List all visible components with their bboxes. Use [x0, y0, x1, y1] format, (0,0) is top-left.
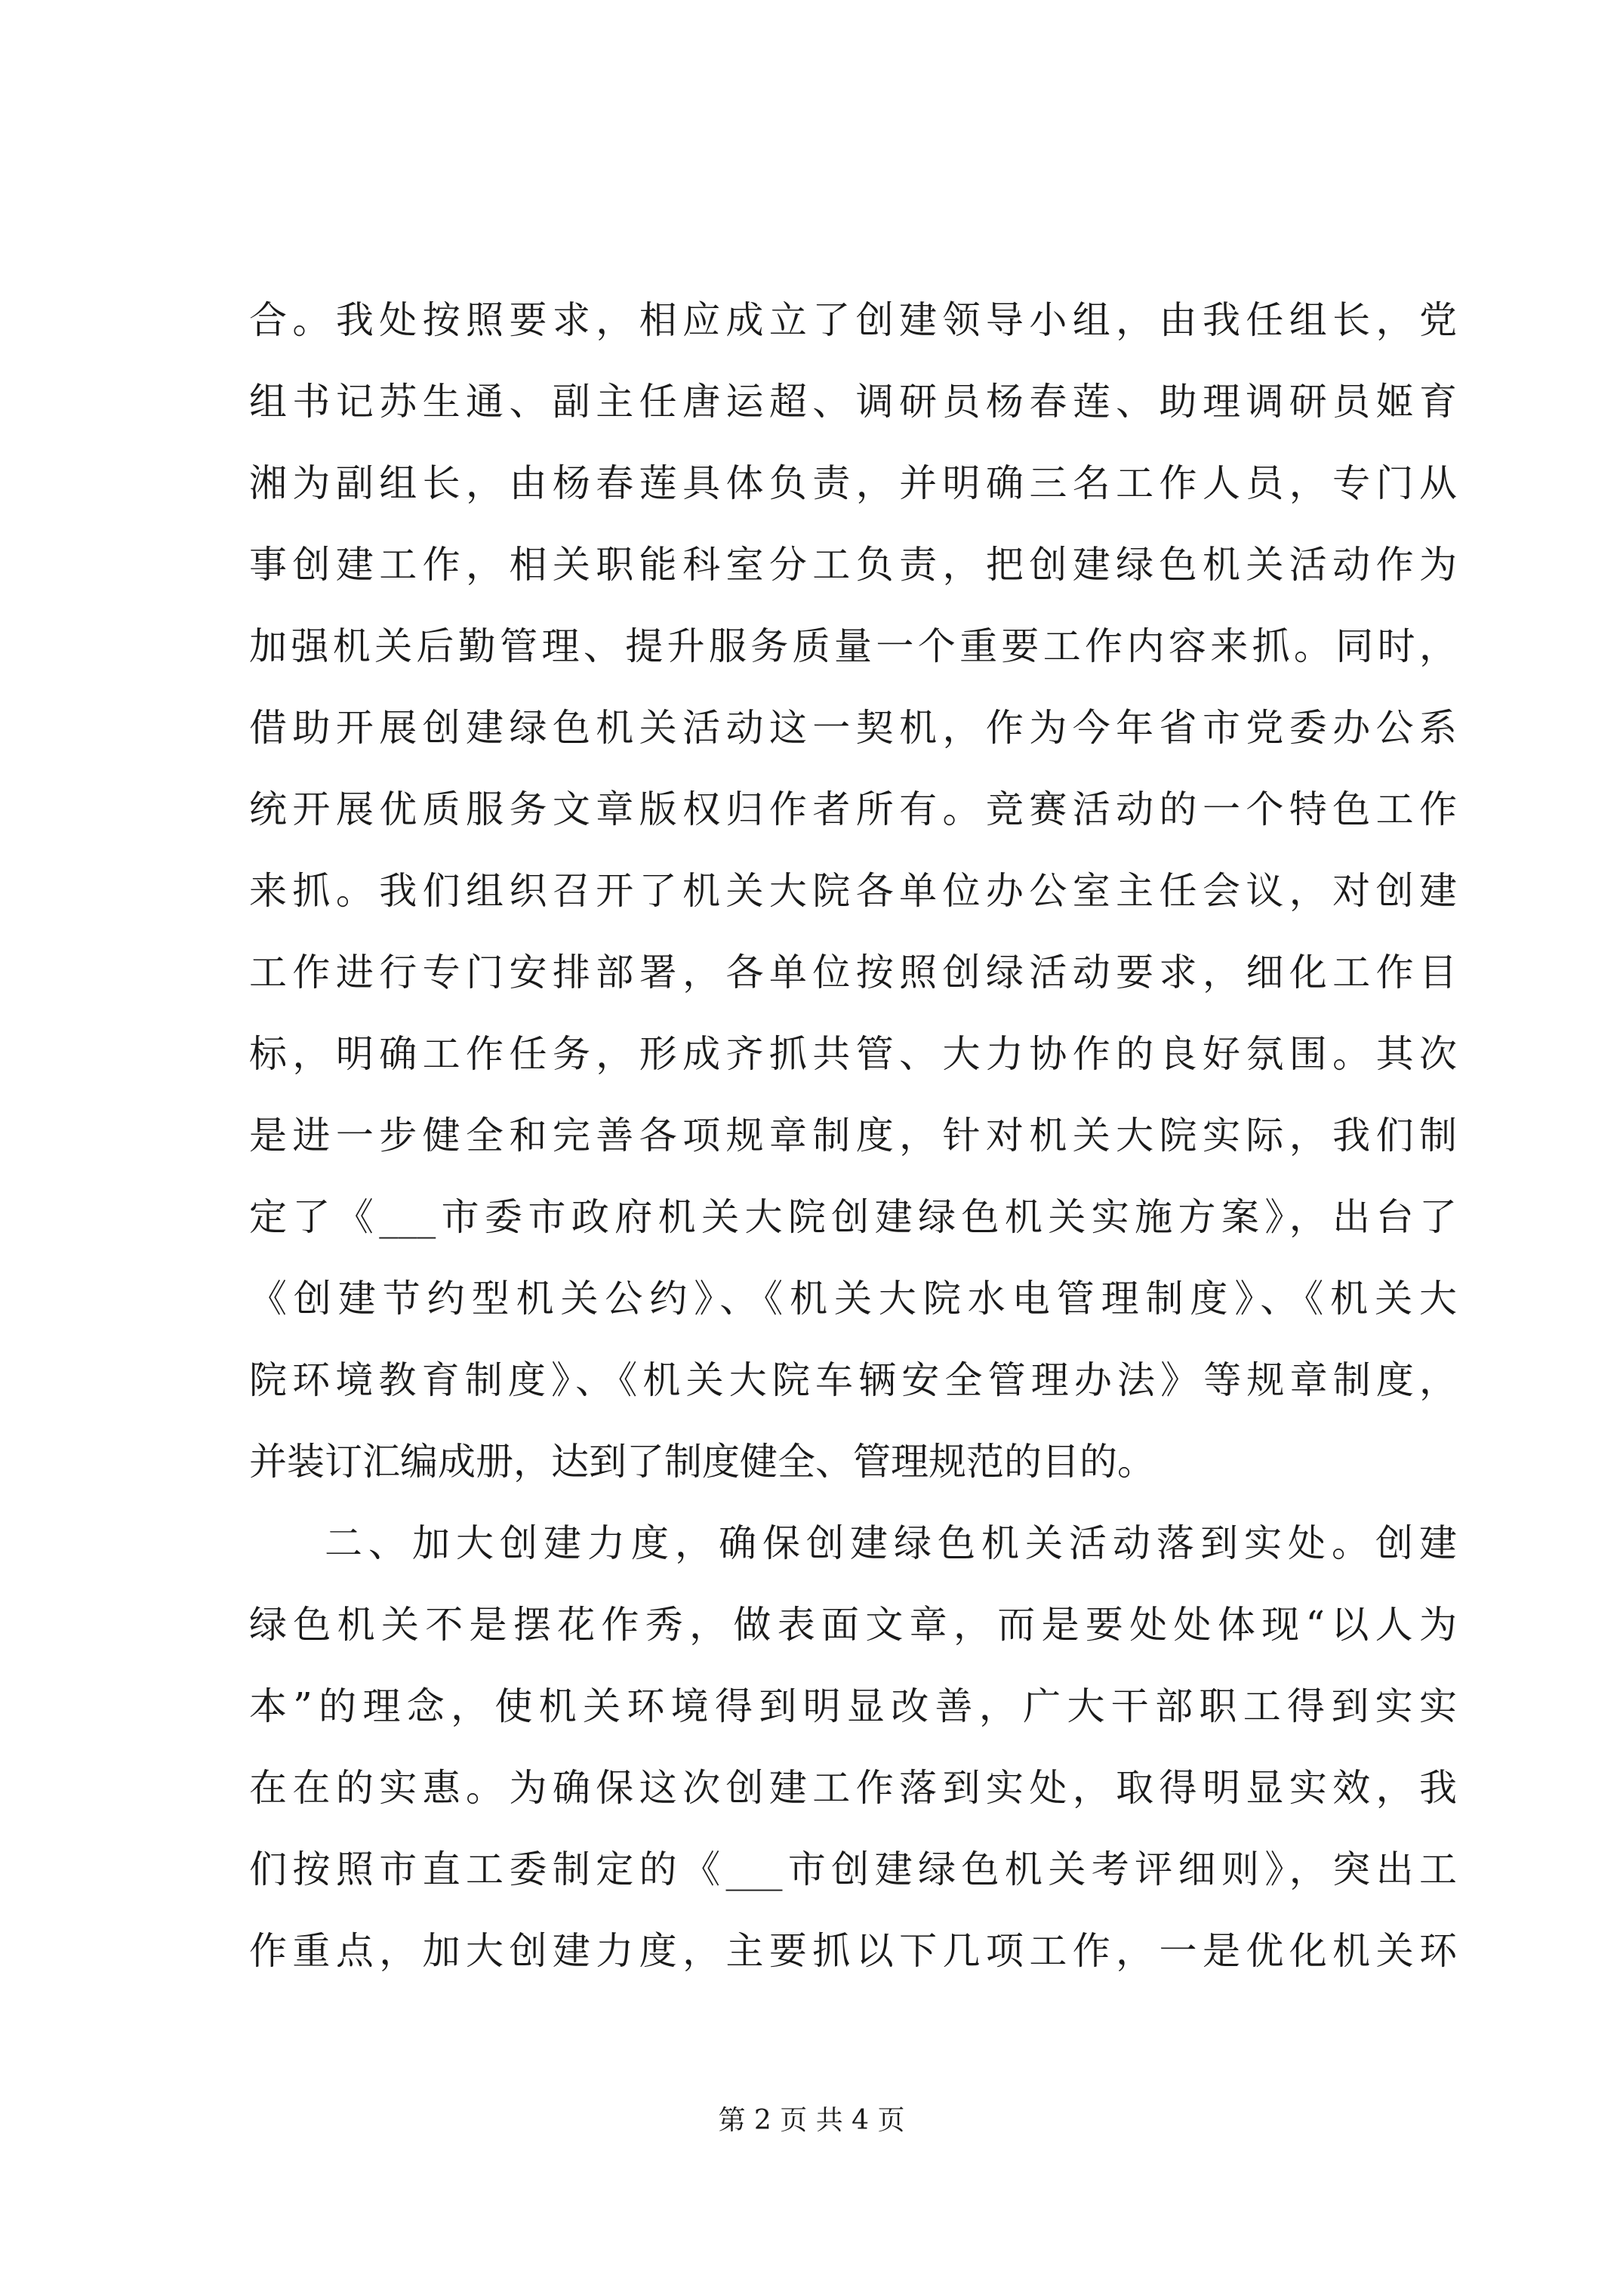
text-line: 工作进行专门安排部署，各单位按照创绿活动要求，细化工作目	[249, 951, 1457, 994]
text-line: 事创建工作，相关职能科室分工负责，把创建绿色机关活动作为	[249, 543, 1457, 587]
text-line: 院环境教育制度》、《机关大院车辆安全管理办法》等规章制度，	[249, 1358, 1457, 1402]
text-line: 来抓。我们组织召开了机关大院各单位办公室主任会议，对创建	[249, 869, 1457, 913]
text-line: 标，明确工作任务，形成齐抓共管、大力协作的良好氛围。其次	[249, 1032, 1457, 1076]
text-line: 《创建节约型机关公约》、《机关大院水电管理制度》、《机关大	[249, 1277, 1457, 1321]
text-line: 组书记苏生通、副主任唐运超、调研员杨春莲、助理调研员姬育	[249, 380, 1457, 424]
text-line: 们按照市直工委制定的《___市创建绿色机关考评细则》，突出工	[249, 1848, 1457, 1891]
text-line: 绿色机关不是摆花作秀，做表面文章，而是要处处体现“以人为	[249, 1603, 1457, 1647]
body-text	[249, 279, 1457, 1992]
text-line: 合。我处按照要求，相应成立了创建领导小组，由我任组长，党	[249, 298, 1457, 342]
text-line: 定了《___市委市政府机关大院创建绿色机关实施方案》，出台了	[249, 1195, 1457, 1239]
text-line: 加强机关后勤管理、提升服务质量一个重要工作内容来抓。同时，	[249, 624, 1457, 668]
text-line: 统开展优质服务文章版权归作者所有。竞赛活动的一个特色工作	[249, 787, 1457, 831]
text-line: 本”的理念，使机关环境得到明显改善，广大干部职工得到实实	[249, 1684, 1457, 1728]
page-number-footer: 第 2 页 共 4 页	[718, 2105, 905, 2136]
text-line: 作重点，加大创建力度，主要抓以下几项工作，一是优化机关环	[249, 1929, 1457, 1973]
paragraph-start-line: 二、加大创建力度，确保创建绿色机关活动落到实处。创建	[325, 1521, 1457, 1565]
text-line: 湘为副组长，由杨春莲具体负责，并明确三名工作人员，专门从	[249, 461, 1457, 505]
text-line: 借助开展创建绿色机关活动这一契机，作为今年省市党委办公系	[249, 706, 1457, 750]
text-line: 在在的实惠。为确保这次创建工作落到实处，取得明显实效，我	[249, 1766, 1457, 1810]
text-line: 是进一步健全和完善各项规章制度，针对机关大院实际，我们制	[249, 1114, 1457, 1157]
text-line: 并装订汇编成册，达到了制度健全、管理规范的目的。	[249, 1440, 1155, 1484]
